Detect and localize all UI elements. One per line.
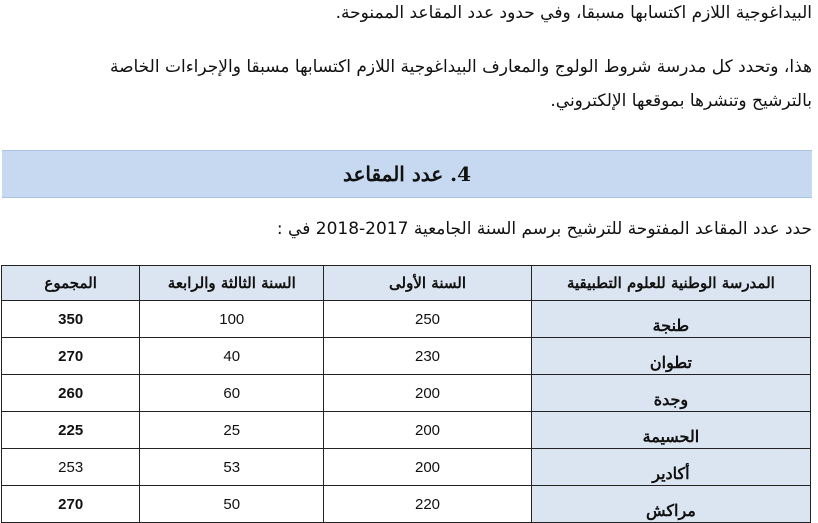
- cell-year1: 200: [324, 449, 532, 486]
- cell-school: مراكش: [531, 486, 810, 523]
- table-header-row: [2, 266, 811, 301]
- table-row: [2, 412, 811, 449]
- paragraph-2: [8, 50, 812, 118]
- header-school: المدرسة الوطنية للعلوم التطبيقية: [531, 266, 810, 301]
- cell-total: 270: [2, 338, 140, 375]
- cell-school: تطوان: [531, 338, 810, 375]
- cell-total: 260: [2, 375, 140, 412]
- cell-year1: 200: [324, 375, 532, 412]
- section-heading-bar: [2, 150, 812, 198]
- cell-year34: 100: [140, 301, 324, 338]
- cell-total: 270: [2, 486, 140, 523]
- table-row: [2, 301, 811, 338]
- header-year34: السنة الثالثة والرابعة: [140, 266, 324, 301]
- cell-year1: 230: [324, 338, 532, 375]
- cell-year1: 250: [324, 301, 532, 338]
- cell-school: طنجة: [531, 301, 810, 338]
- cell-year34: 25: [140, 412, 324, 449]
- intro-text: حدد عدد المقاعد المفتوحة للترشيح برسم السنة الجامعية 2017-2018 في :: [276, 219, 812, 239]
- paragraph-1: البيداغوجية اللازم اكتسابها مسبقا، وفي حدود عدد المقاعد الممنوحة.: [335, 3, 812, 23]
- section-title: 4. عدد المقاعد: [343, 162, 472, 186]
- cell-school: وجدة: [531, 375, 810, 412]
- cell-school: الحسيمة: [531, 412, 810, 449]
- paragraph-2-line-1: هذا، وتحدد كل مدرسة شروط الولوج والمعارف البيداغوجية اللازم اكتسابها مسبقا والإجراءات الخاصة: [109, 57, 812, 77]
- cell-school: أكادير: [531, 449, 810, 486]
- cell-year34: 40: [140, 338, 324, 375]
- cell-year34: 53: [140, 449, 324, 486]
- cell-year34: 60: [140, 375, 324, 412]
- cell-total: 350: [2, 301, 140, 338]
- table-row: [2, 338, 811, 375]
- header-year1: السنة الأولى: [324, 266, 532, 301]
- seats-table: [1, 265, 811, 523]
- header-total: المجموع: [2, 266, 140, 301]
- table-row: [2, 486, 811, 523]
- cell-total: 253: [2, 449, 140, 486]
- table-row: [2, 449, 811, 486]
- paragraph-2-line-2: بالترشيح وتنشرها بموقعها الإلكتروني.: [550, 91, 812, 111]
- cell-year1: 200: [324, 412, 532, 449]
- cell-total: 225: [2, 412, 140, 449]
- cell-year1: 220: [324, 486, 532, 523]
- cell-year34: 50: [140, 486, 324, 523]
- table-row: [2, 375, 811, 412]
